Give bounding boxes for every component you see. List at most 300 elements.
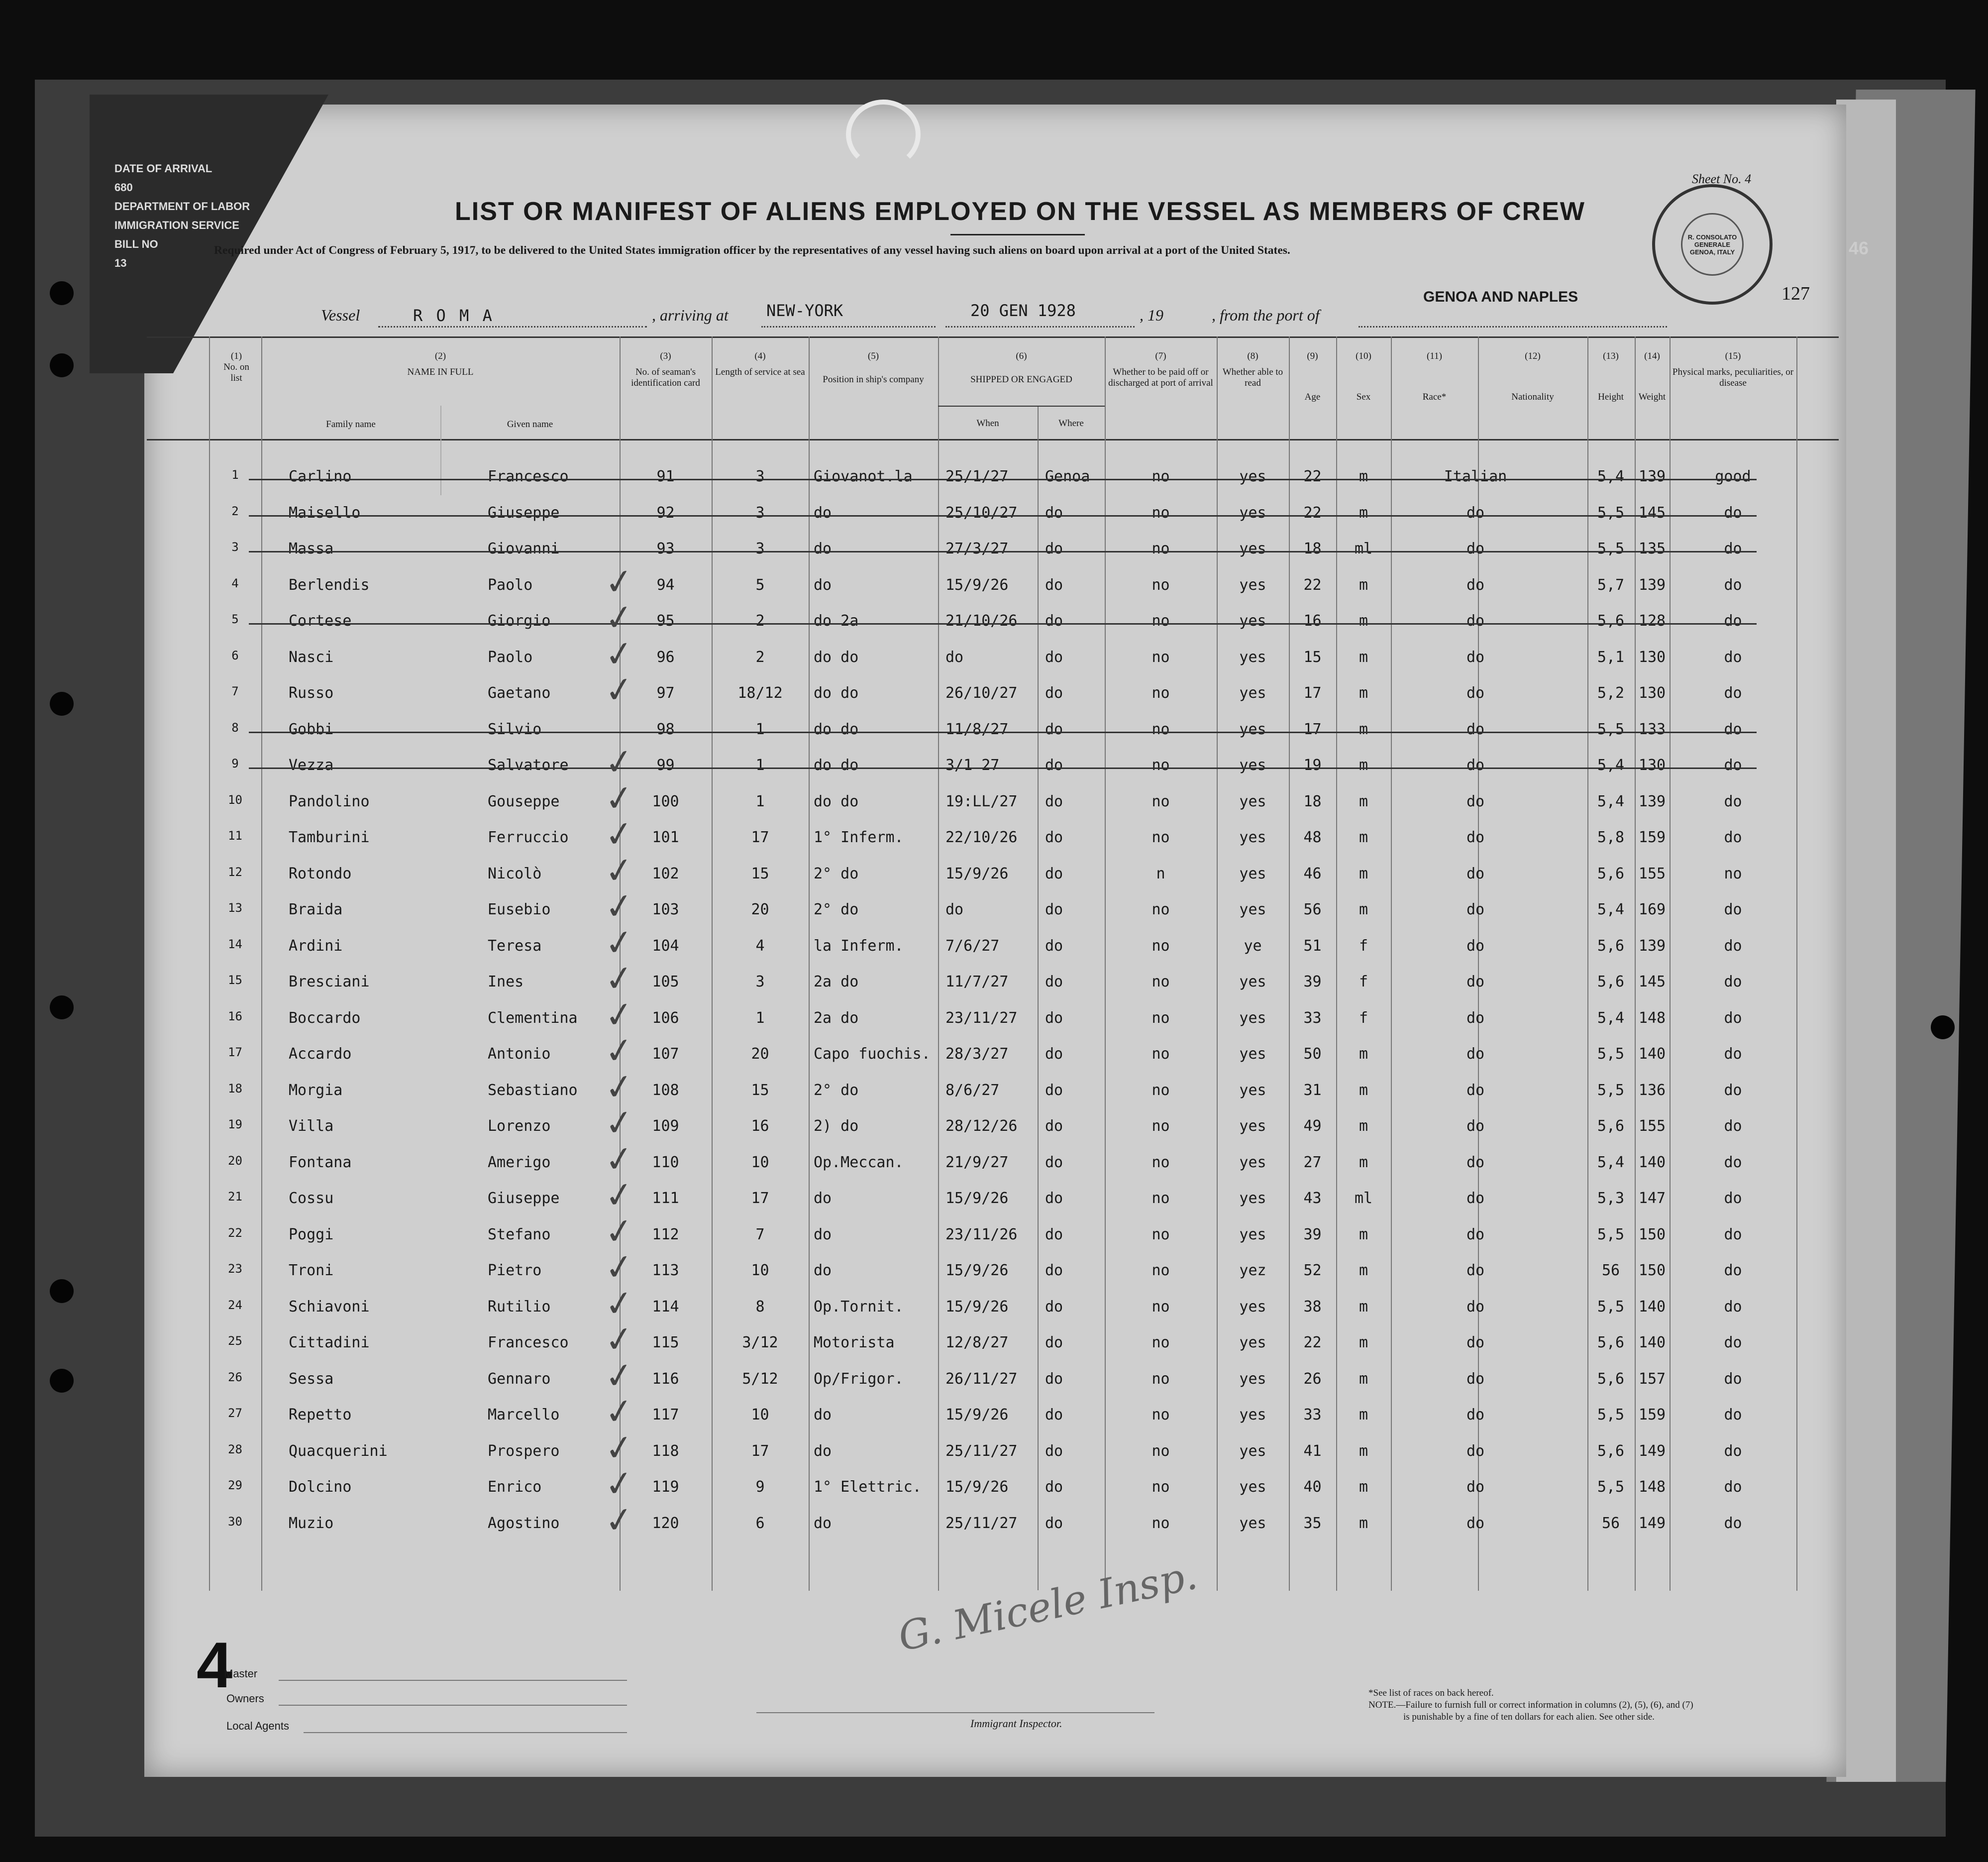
cell-given-name: Francesco: [488, 468, 569, 485]
cell-sex: m: [1359, 1406, 1368, 1424]
cell-given-name: Ferruccio: [488, 829, 569, 846]
arriving-port: NEW-YORK: [766, 301, 843, 320]
cell-shipped-when: 27/3/27: [945, 540, 1009, 557]
cell-age: 18: [1303, 792, 1322, 810]
cell-family-name: Rotondo: [289, 865, 352, 882]
cell-able-to-read: yes: [1239, 684, 1266, 702]
table-row: [0, 740, 1988, 786]
col-label: Physical marks, peculiarities, or disease: [1672, 367, 1794, 388]
cell-shipped-where: do: [1045, 792, 1063, 810]
cell-family-name: Muzio: [289, 1514, 334, 1532]
cell-age: 33: [1303, 1009, 1322, 1027]
cell-shipped-where: do: [1045, 973, 1063, 990]
cell-physical-marks: do: [1724, 757, 1742, 774]
cell-card-number: 115: [652, 1334, 679, 1351]
cell-given-name: Paolo: [488, 576, 533, 594]
stamp-emblem: [1681, 213, 1744, 276]
cell-paid-off: no: [1151, 1153, 1170, 1171]
table-row: [0, 812, 1988, 859]
cell-card-number: 105: [652, 973, 679, 990]
cell-row-number: 29: [228, 1478, 242, 1492]
col-num: (11): [1427, 351, 1442, 361]
cell-shipped-where: do: [1045, 1225, 1063, 1243]
cell-age: 31: [1303, 1081, 1322, 1099]
cell-position: Capo fuochis.: [814, 1045, 931, 1063]
cell-sex: m: [1359, 468, 1368, 485]
col-num: (1): [230, 351, 242, 361]
cell-family-name: Repetto: [289, 1406, 352, 1424]
col-header-marks: [1672, 351, 1794, 389]
cell-age: 50: [1303, 1045, 1322, 1063]
cell-able-to-read: yes: [1239, 576, 1266, 594]
arriving-label: , arriving at: [652, 306, 729, 324]
col-header-name: [264, 351, 617, 378]
cell-race: do: [1466, 1190, 1485, 1207]
cell-able-to-read: yes: [1239, 757, 1266, 774]
cell-weight: 135: [1638, 540, 1666, 557]
cell-card-number: 92: [656, 504, 675, 522]
cell-row-number: 3: [231, 540, 239, 554]
cell-age: 46: [1303, 865, 1322, 882]
cell-race: do: [1466, 937, 1485, 955]
cell-height: 5,4: [1597, 901, 1625, 918]
col-num: (5): [867, 351, 879, 361]
cell-able-to-read: yes: [1239, 1478, 1266, 1496]
cell-age: 38: [1303, 1298, 1322, 1315]
table-row: [0, 559, 1988, 606]
cell-sex: m: [1359, 684, 1368, 702]
cell-sex: m: [1359, 720, 1368, 738]
footer-note: [1368, 1687, 1693, 1723]
col-label: Sex: [1356, 392, 1371, 402]
cell-race: do: [1466, 1406, 1485, 1424]
cell-shipped-when: 23/11/26: [945, 1225, 1018, 1243]
cell-height: 56: [1601, 1514, 1620, 1532]
cell-paid-off: no: [1151, 648, 1170, 666]
cell-shipped-where: do: [1045, 1153, 1063, 1171]
owners-line: [279, 1705, 627, 1706]
col-num: (7): [1155, 351, 1166, 361]
cell-service-length: 20: [751, 1045, 769, 1063]
checkmark-icon: ✓: [602, 740, 637, 784]
cell-race: do: [1466, 757, 1485, 774]
cell-family-name: Tamburini: [289, 829, 370, 846]
cell-weight: 155: [1638, 865, 1666, 882]
cell-row-number: 8: [231, 720, 239, 735]
cell-able-to-read: yes: [1239, 792, 1266, 810]
cell-sex: m: [1359, 1478, 1368, 1496]
cell-shipped-when: 15/9/26: [945, 1262, 1009, 1279]
cell-height: 5,6: [1597, 1370, 1625, 1388]
cell-paid-off: no: [1151, 1478, 1170, 1496]
checkmark-icon: ✓: [602, 1028, 637, 1073]
cell-race: do: [1466, 1009, 1485, 1027]
vessel-name-line: [378, 326, 647, 328]
cell-card-number: 95: [656, 612, 675, 630]
cell-physical-marks: do: [1724, 1081, 1742, 1099]
cell-given-name: Giovanni: [488, 540, 560, 557]
cell-able-to-read: yes: [1239, 540, 1266, 557]
cell-height: 5,5: [1597, 1478, 1625, 1496]
cell-service-length: 1: [755, 792, 765, 810]
cell-card-number: 103: [652, 901, 679, 918]
cell-card-number: 114: [652, 1298, 679, 1315]
page-number: 127: [1781, 283, 1810, 304]
cell-card-number: 107: [652, 1045, 679, 1063]
cell-race: do: [1466, 1478, 1485, 1496]
cell-race: do: [1466, 684, 1485, 702]
cell-family-name: Dolcino: [289, 1478, 352, 1496]
corner-line: 13: [114, 257, 127, 269]
col-subheader-given: Given name: [507, 419, 553, 430]
cell-physical-marks: do: [1724, 1334, 1742, 1351]
cell-service-length: 5: [755, 576, 765, 594]
cell-able-to-read: yes: [1239, 1370, 1266, 1388]
cell-family-name: Villa: [289, 1117, 334, 1135]
cell-given-name: Gaetano: [488, 684, 551, 702]
cell-sex: m: [1359, 757, 1368, 774]
cell-height: 5,5: [1597, 1225, 1625, 1243]
cell-position: 2a do: [814, 1009, 859, 1027]
cell-row-number: 27: [228, 1406, 242, 1420]
cell-service-length: 3: [755, 540, 765, 557]
cell-shipped-where: Genoa: [1045, 468, 1090, 485]
cell-race: do: [1466, 1045, 1485, 1063]
table-row: [0, 775, 1988, 823]
col-num: (10): [1356, 351, 1371, 361]
cell-row-number: 15: [228, 973, 242, 987]
cell-weight: 145: [1638, 973, 1666, 990]
col-num: (12): [1525, 351, 1541, 361]
cell-row-number: 9: [231, 757, 239, 770]
checkmark-icon: ✓: [602, 1100, 637, 1145]
strike-through-line: [249, 767, 1757, 769]
cell-service-length: 10: [751, 1406, 769, 1424]
cell-age: 22: [1303, 468, 1322, 485]
cell-physical-marks: do: [1724, 720, 1742, 738]
cell-physical-marks: do: [1724, 1153, 1742, 1171]
cell-weight: 149: [1638, 1514, 1666, 1532]
cell-card-number: 91: [656, 468, 675, 485]
cell-shipped-where: do: [1045, 1298, 1063, 1315]
cell-age: 26: [1303, 1370, 1322, 1388]
owners-label: Owners: [226, 1692, 264, 1705]
cell-card-number: 96: [656, 648, 675, 666]
cell-shipped-where: do: [1045, 937, 1063, 955]
cell-given-name: Gouseppe: [488, 792, 560, 810]
vessel-label: Vessel: [321, 306, 360, 324]
checkmark-icon: ✓: [602, 1389, 637, 1434]
cell-family-name: Cortese: [289, 612, 352, 630]
cell-family-name: Russo: [289, 684, 334, 702]
cell-height: 5,4: [1597, 1009, 1625, 1027]
cell-able-to-read: yes: [1239, 1514, 1266, 1532]
cell-card-number: 117: [652, 1406, 679, 1424]
cell-card-number: 97: [656, 684, 675, 702]
checkmark-icon: ✓: [602, 559, 637, 604]
cell-row-number: 5: [231, 612, 239, 626]
table-row: [0, 1281, 1988, 1328]
cell-race: do: [1466, 1153, 1485, 1171]
cell-shipped-where: do: [1045, 1370, 1063, 1388]
cell-row-number: 18: [228, 1081, 242, 1095]
cell-row-number: 19: [228, 1117, 242, 1131]
cell-shipped-when: 11/7/27: [945, 973, 1009, 990]
cell-age: 35: [1303, 1514, 1322, 1532]
cell-weight: 140: [1638, 1045, 1666, 1063]
cell-card-number: 120: [652, 1514, 679, 1532]
cell-position: do: [814, 1514, 832, 1532]
cell-position: 2° do: [814, 901, 859, 918]
table-row: [0, 721, 1988, 751]
cell-row-number: 11: [228, 829, 242, 843]
cell-sex: ml: [1354, 1190, 1373, 1207]
cell-paid-off: no: [1151, 504, 1170, 522]
footer-note-line: *See list of races on back hereof.: [1368, 1688, 1494, 1698]
cell-shipped-where: do: [1045, 1514, 1063, 1532]
cell-position: do do: [814, 757, 859, 774]
cell-shipped-when: 11/8/27: [945, 720, 1009, 738]
cell-paid-off: no: [1151, 540, 1170, 557]
cell-race: do: [1466, 648, 1485, 666]
date-line: [945, 326, 1135, 328]
footer-note-line: is punishable by a fine of ten dollars for each alien. See other side.: [1403, 1712, 1655, 1722]
cell-able-to-read: yes: [1239, 720, 1266, 738]
from-port: GENOA AND NAPLES: [1423, 289, 1578, 305]
cell-race: do: [1466, 865, 1485, 882]
cell-physical-marks: do: [1724, 504, 1742, 522]
cell-family-name: Sessa: [289, 1370, 334, 1388]
cell-card-number: 110: [652, 1153, 679, 1171]
col-header-card: [622, 351, 709, 389]
cell-given-name: Antonio: [488, 1045, 551, 1063]
cell-age: 41: [1303, 1442, 1322, 1460]
cell-height: 5,4: [1597, 1153, 1625, 1171]
cell-height: 5,5: [1597, 1045, 1625, 1063]
cell-able-to-read: yes: [1239, 901, 1266, 918]
table-row: [0, 1136, 1988, 1184]
col-header-no: [219, 351, 254, 384]
checkmark-icon: ✓: [602, 920, 637, 965]
table-row: [0, 468, 1988, 498]
cell-card-number: 118: [652, 1442, 679, 1460]
cell-physical-marks: do: [1724, 973, 1742, 990]
cell-row-number: 13: [228, 901, 242, 915]
col-label: Whether able to read: [1222, 367, 1283, 388]
cell-height: 5,5: [1597, 1298, 1625, 1315]
table-row: [0, 540, 1988, 570]
checkmark-icon: ✓: [602, 1173, 637, 1217]
cell-service-length: 8: [755, 1298, 765, 1315]
cell-physical-marks: do: [1724, 1117, 1742, 1135]
cell-physical-marks: do: [1724, 1370, 1742, 1388]
cell-service-length: 4: [755, 937, 765, 955]
table-row: [0, 1353, 1988, 1400]
cell-sex: m: [1359, 1442, 1368, 1460]
strike-through-line: [249, 732, 1757, 733]
cell-shipped-when: 21/9/27: [945, 1153, 1009, 1171]
cell-given-name: Paolo: [488, 648, 533, 666]
cell-sex: m: [1359, 504, 1368, 522]
cell-age: 22: [1303, 504, 1322, 522]
footer-note-line: NOTE.—Failure to furnish full or correct information in columns (2), (5), (6), and (7): [1368, 1700, 1693, 1710]
cell-physical-marks: do: [1724, 1514, 1742, 1532]
checkmark-icon: ✓: [602, 1497, 637, 1542]
col-num: (6): [1016, 351, 1027, 361]
col-header-sex: [1339, 351, 1388, 403]
cell-physical-marks: do: [1724, 1190, 1742, 1207]
cell-age: 40: [1303, 1478, 1322, 1496]
checkmark-icon: ✓: [602, 631, 637, 676]
cell-family-name: Braida: [289, 901, 343, 918]
table-row: [0, 631, 1988, 678]
cell-physical-marks: do: [1724, 901, 1742, 918]
col-num: (14): [1644, 351, 1660, 361]
cell-able-to-read: yes: [1239, 504, 1266, 522]
cell-position: 2) do: [814, 1117, 859, 1135]
cell-shipped-when: 12/8/27: [945, 1334, 1009, 1351]
cell-sex: m: [1359, 792, 1368, 810]
checkmark-icon: ✓: [602, 1281, 637, 1326]
page-title: LIST OR MANIFEST OF ALIENS EMPLOYED ON THE VESSEL AS MEMBERS OF CREW: [455, 197, 1585, 226]
cell-sex: m: [1359, 1262, 1368, 1279]
cell-family-name: Quacquerini: [289, 1442, 388, 1460]
cell-family-name: Boccardo: [289, 1009, 361, 1027]
checkmark-icon: ✓: [602, 1136, 637, 1182]
cell-card-number: 116: [652, 1370, 679, 1388]
table-row: [0, 848, 1988, 895]
cell-physical-marks: do: [1724, 1478, 1742, 1496]
cell-service-length: 1: [755, 757, 765, 774]
cell-position: do: [814, 1190, 832, 1207]
cell-height: 5,6: [1597, 612, 1625, 630]
corner-line: 680: [114, 181, 133, 194]
cell-service-length: 1: [755, 1009, 765, 1027]
cell-given-name: Rutilio: [488, 1298, 551, 1315]
corner-line: BILL NO: [114, 238, 158, 250]
table-row: [0, 920, 1988, 967]
cell-shipped-where: do: [1045, 1009, 1063, 1027]
col-num: (4): [754, 351, 766, 361]
cell-race: do: [1466, 1262, 1485, 1279]
cell-position: do do: [814, 792, 859, 810]
cell-age: 18: [1303, 540, 1322, 557]
checkmark-icon: ✓: [602, 992, 637, 1037]
col-num: (3): [660, 351, 671, 361]
cell-shipped-when: 15/9/26: [945, 1478, 1009, 1496]
cell-card-number: 113: [652, 1262, 679, 1279]
cell-given-name: Gennaro: [488, 1370, 551, 1388]
cell-position: do: [814, 576, 832, 594]
cell-card-number: 93: [656, 540, 675, 557]
cell-shipped-when: 19:LL/27: [945, 792, 1018, 810]
cell-card-number: 101: [652, 829, 679, 846]
cell-able-to-read: yes: [1239, 1334, 1266, 1351]
cell-row-number: 20: [228, 1153, 242, 1168]
cell-physical-marks: do: [1724, 1406, 1742, 1424]
cell-position: Op.Meccan.: [814, 1153, 904, 1171]
cell-given-name: Sebastiano: [488, 1081, 578, 1099]
cell-paid-off: n: [1156, 865, 1165, 882]
cell-paid-off: no: [1151, 720, 1170, 738]
cell-paid-off: no: [1151, 973, 1170, 990]
cell-card-number: 119: [652, 1478, 679, 1496]
cell-position: do do: [814, 720, 859, 738]
cell-race: do: [1466, 829, 1485, 846]
cell-height: 5,6: [1597, 865, 1625, 882]
cell-service-length: 10: [751, 1153, 769, 1171]
sheet-number-label: Sheet No.: [1692, 172, 1742, 186]
cell-given-name: Eusebio: [488, 901, 551, 918]
cell-height: 5,1: [1597, 648, 1625, 666]
cell-shipped-where: do: [1045, 1190, 1063, 1207]
cell-race: do: [1466, 540, 1485, 557]
cell-physical-marks: do: [1724, 792, 1742, 810]
cell-card-number: 106: [652, 1009, 679, 1027]
cell-race: do: [1466, 1298, 1485, 1315]
cell-weight: 140: [1638, 1334, 1666, 1351]
strike-through-line: [249, 551, 1757, 552]
col-num: (9): [1307, 351, 1318, 361]
cell-able-to-read: yes: [1239, 1009, 1266, 1027]
cell-shipped-where: do: [1045, 1406, 1063, 1424]
cell-able-to-read: yes: [1239, 1117, 1266, 1135]
cell-given-name: Teresa: [488, 937, 542, 955]
strike-through-line: [249, 623, 1757, 625]
cell-age: 43: [1303, 1190, 1322, 1207]
cell-weight: 157: [1638, 1370, 1666, 1388]
cell-weight: 133: [1638, 720, 1666, 738]
checkmark-icon: ✓: [602, 1064, 637, 1109]
cell-able-to-read: yes: [1239, 1442, 1266, 1460]
cell-position: 2° do: [814, 1081, 859, 1099]
local-agents-line: [304, 1732, 627, 1733]
cell-position: Giovanot.la: [814, 468, 913, 485]
cell-shipped-where: do: [1045, 720, 1063, 738]
cell-physical-marks: do: [1724, 1045, 1742, 1063]
checkmark-icon: ✓: [602, 956, 637, 1001]
cell-sex: m: [1359, 1334, 1368, 1351]
cell-position: do: [814, 1225, 832, 1243]
cell-sex: m: [1359, 1298, 1368, 1315]
cell-physical-marks: no: [1724, 865, 1742, 882]
cell-paid-off: no: [1151, 1370, 1170, 1388]
cell-service-length: 15: [751, 865, 769, 882]
checkmark-icon: ✓: [602, 1461, 637, 1506]
table-row: [0, 1425, 1988, 1472]
cell-paid-off: no: [1151, 1514, 1170, 1532]
col-subheader-family: Family name: [326, 419, 376, 430]
cell-weight: 147: [1638, 1190, 1666, 1207]
master-label: Master: [224, 1667, 258, 1680]
cell-shipped-when: 26/10/27: [945, 684, 1018, 702]
cell-row-number: 12: [228, 865, 242, 879]
checkmark-icon: ✓: [602, 667, 637, 712]
cell-race: do: [1466, 1514, 1485, 1532]
cell-race: do: [1466, 1117, 1485, 1135]
cell-row-number: 21: [228, 1190, 242, 1204]
cell-able-to-read: ye: [1244, 937, 1262, 955]
cell-paid-off: no: [1151, 1081, 1170, 1099]
cell-paid-off: no: [1151, 1225, 1170, 1243]
col-header-read: [1219, 351, 1286, 389]
cell-age: 17: [1303, 684, 1322, 702]
cell-card-number: 104: [652, 937, 679, 955]
cell-shipped-when: 22/10/26: [945, 829, 1018, 846]
cell-race: do: [1466, 1334, 1485, 1351]
cell-family-name: Cossu: [289, 1190, 334, 1207]
cell-service-length: 3: [755, 504, 765, 522]
